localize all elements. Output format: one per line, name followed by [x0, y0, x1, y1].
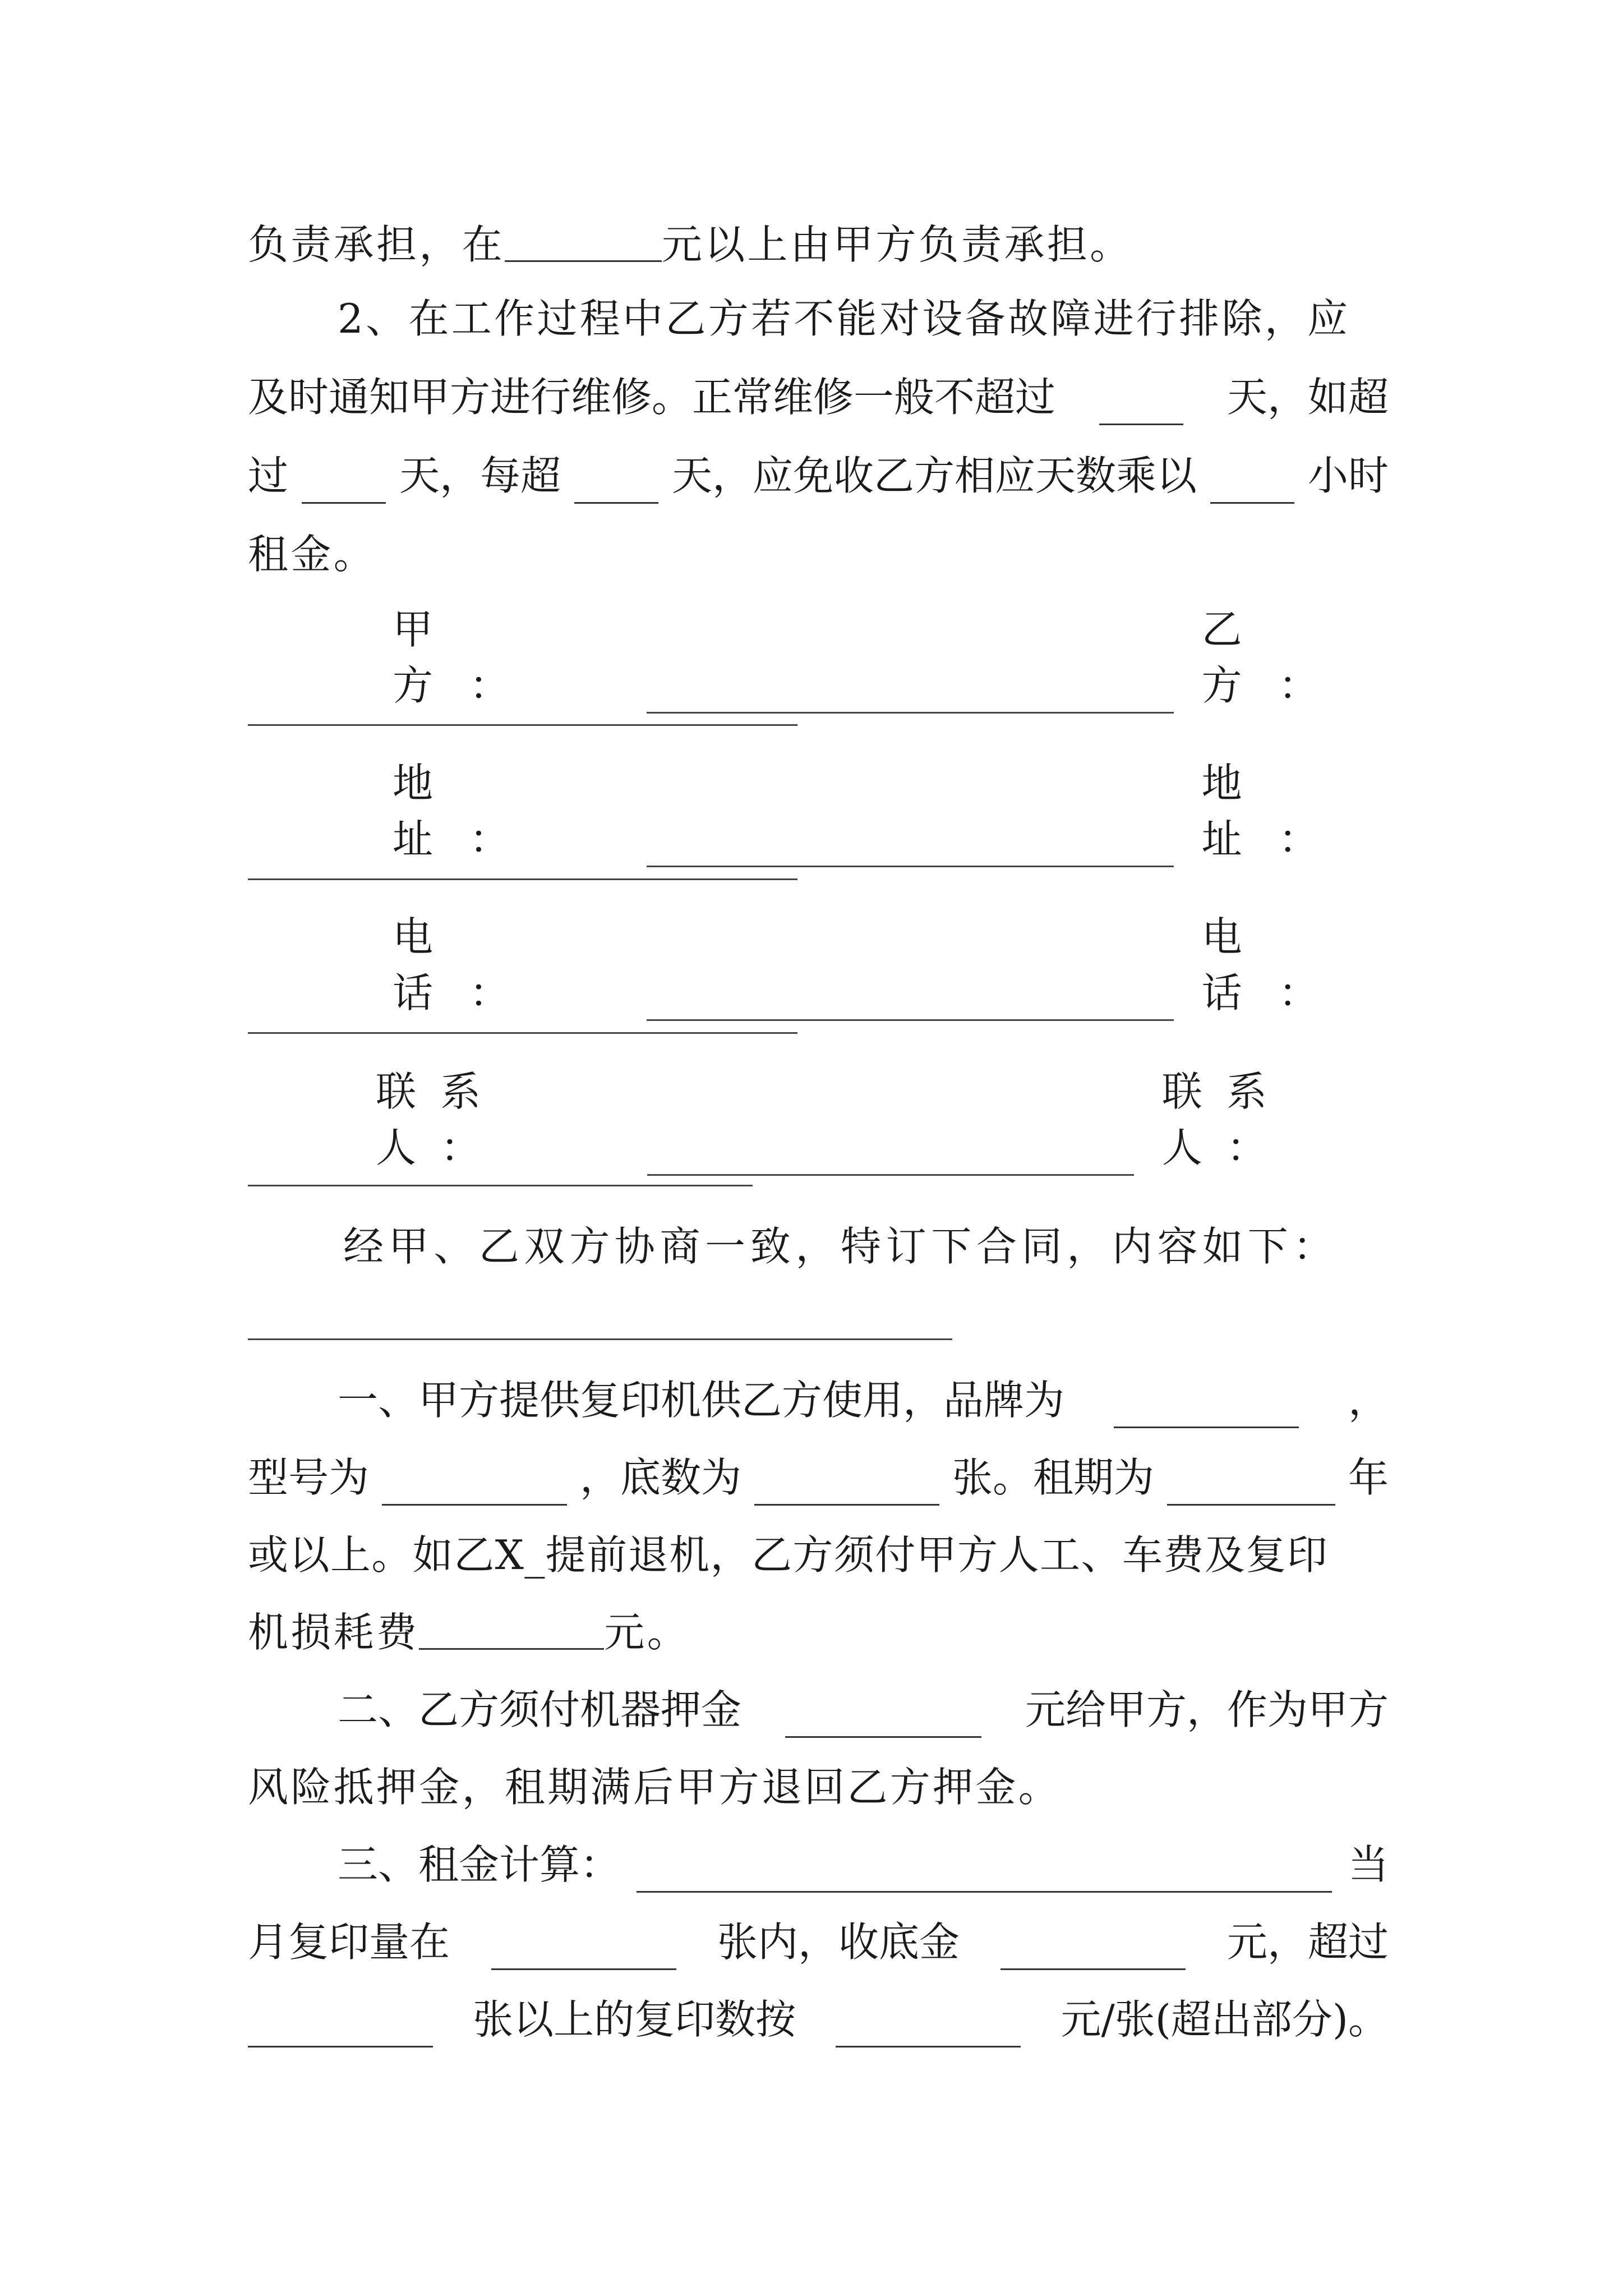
text-segment: 风险抵押金，租期满后甲方退回乙方押金。: [248, 1764, 1062, 1811]
party-b-line[interactable]: [248, 724, 797, 726]
contact-b-line[interactable]: [248, 1185, 753, 1186]
fill-blank[interactable]: [1000, 1928, 1186, 1970]
address-b-line[interactable]: [248, 878, 797, 880]
address-b-label: 地址：: [1201, 760, 1355, 863]
address-a-line[interactable]: [647, 832, 1173, 867]
signature-row-party: [393, 601, 1389, 714]
text-segment: 过: [248, 452, 289, 499]
fill-blank[interactable]: [1210, 462, 1294, 504]
text-line: [343, 1218, 1389, 1274]
text-segment: 租金。: [248, 531, 376, 578]
text-line: [248, 1527, 1389, 1583]
text-segment: 张内，收底金: [717, 1918, 960, 1966]
fill-blank[interactable]: [785, 1696, 981, 1738]
text-segment: ，: [1348, 1377, 1389, 1424]
text-line: [248, 1991, 1389, 2047]
phone-b-label: 电话：: [1201, 913, 1355, 1016]
text-line: [248, 1604, 1389, 1660]
text-segment: 年: [1348, 1454, 1389, 1501]
text-line: [248, 1450, 1389, 1506]
phone-a-label: 电话：: [393, 913, 546, 1016]
fill-blank[interactable]: [574, 462, 658, 504]
text-segment: 元。: [604, 1609, 690, 1656]
text-segment: 经甲、乙双方协商一致，特订下合同，内容如下：: [343, 1223, 1339, 1270]
text-segment: 负责承担，在: [248, 221, 505, 268]
signature-row-contact: [376, 1064, 1389, 1176]
text-segment: 元/张(超出部分)。: [1061, 1996, 1389, 2043]
text-line: [338, 291, 1389, 347]
fill-blank[interactable]: [302, 462, 386, 504]
text-line: [338, 1837, 1389, 1893]
phone-b-line[interactable]: [248, 1032, 797, 1034]
party-b-label: 乙方：: [1201, 606, 1355, 709]
text-segment: ，底数为: [579, 1454, 741, 1501]
text-segment: 机损耗费: [248, 1609, 419, 1656]
fill-blank[interactable]: [1099, 383, 1183, 425]
fill-blank[interactable]: [505, 220, 662, 262]
text-segment: 或以上。如乙X_提前退机，乙方须付甲方人工、车费及复印: [248, 1531, 1329, 1579]
text-segment: 三、租金计算：: [338, 1841, 621, 1888]
address-a-label: 地址：: [393, 760, 546, 863]
text-segment: 元给甲方，作为甲方: [1025, 1686, 1389, 1733]
fill-blank[interactable]: [1167, 1464, 1335, 1506]
text-segment: 及时通知甲方进行维修。正常维修一般不超过: [248, 374, 1056, 421]
fill-blank[interactable]: [382, 1464, 567, 1506]
signature-row-phone: [393, 909, 1389, 1021]
text-segment: 型号为: [248, 1454, 370, 1501]
text-segment: 元，超过: [1227, 1918, 1389, 1966]
text-line: [248, 1914, 1389, 1970]
contact-b-label: 联系人：: [1161, 1068, 1292, 1171]
fill-blank[interactable]: [419, 1608, 604, 1650]
text-segment: 当: [1348, 1841, 1389, 1888]
fill-blank[interactable]: [248, 2005, 433, 2047]
text-segment: 一、甲方提供复印机供乙方使用，品牌为: [338, 1377, 1065, 1424]
text-segment: 2、在工作过程中乙方若不能对设备故障进行排除，应: [338, 295, 1350, 342]
text-line: [338, 1682, 1389, 1738]
fill-blank[interactable]: [637, 1851, 1332, 1893]
fill-blank[interactable]: [754, 1464, 939, 1506]
text-line: [338, 1372, 1389, 1428]
text-line: [248, 1759, 1389, 1815]
contact-a-label: 联系人：: [376, 1068, 505, 1171]
text-line: [248, 448, 1389, 504]
text-segment: 天，应免收乙方相应天数乘以: [671, 452, 1197, 499]
fill-blank[interactable]: [491, 1928, 676, 1970]
fill-blank[interactable]: [836, 2005, 1021, 2047]
signature-row-address: [393, 755, 1389, 867]
text-segment: 张以上的复印数按: [473, 1996, 796, 2043]
text-segment: 元以上由甲方负责承担。: [661, 221, 1133, 268]
text-segment: 月复印量在: [248, 1918, 450, 1966]
text-segment: 天，如超: [1227, 374, 1389, 421]
fill-blank[interactable]: [1114, 1386, 1299, 1428]
party-a-label: 甲方：: [393, 606, 546, 709]
text-line: [248, 217, 1389, 273]
text-segment: 天，每超: [399, 452, 561, 499]
text-line: [248, 526, 1389, 582]
contact-a-line[interactable]: [647, 1140, 1134, 1176]
text-segment: 张。租期为: [952, 1454, 1154, 1501]
party-a-line[interactable]: [647, 678, 1173, 714]
text-segment: 小时: [1307, 452, 1389, 499]
phone-a-line[interactable]: [647, 986, 1173, 1021]
text-segment: 二、乙方须付机器押金: [338, 1686, 742, 1733]
agreement-line[interactable]: [248, 1338, 952, 1340]
text-line: [248, 369, 1389, 425]
